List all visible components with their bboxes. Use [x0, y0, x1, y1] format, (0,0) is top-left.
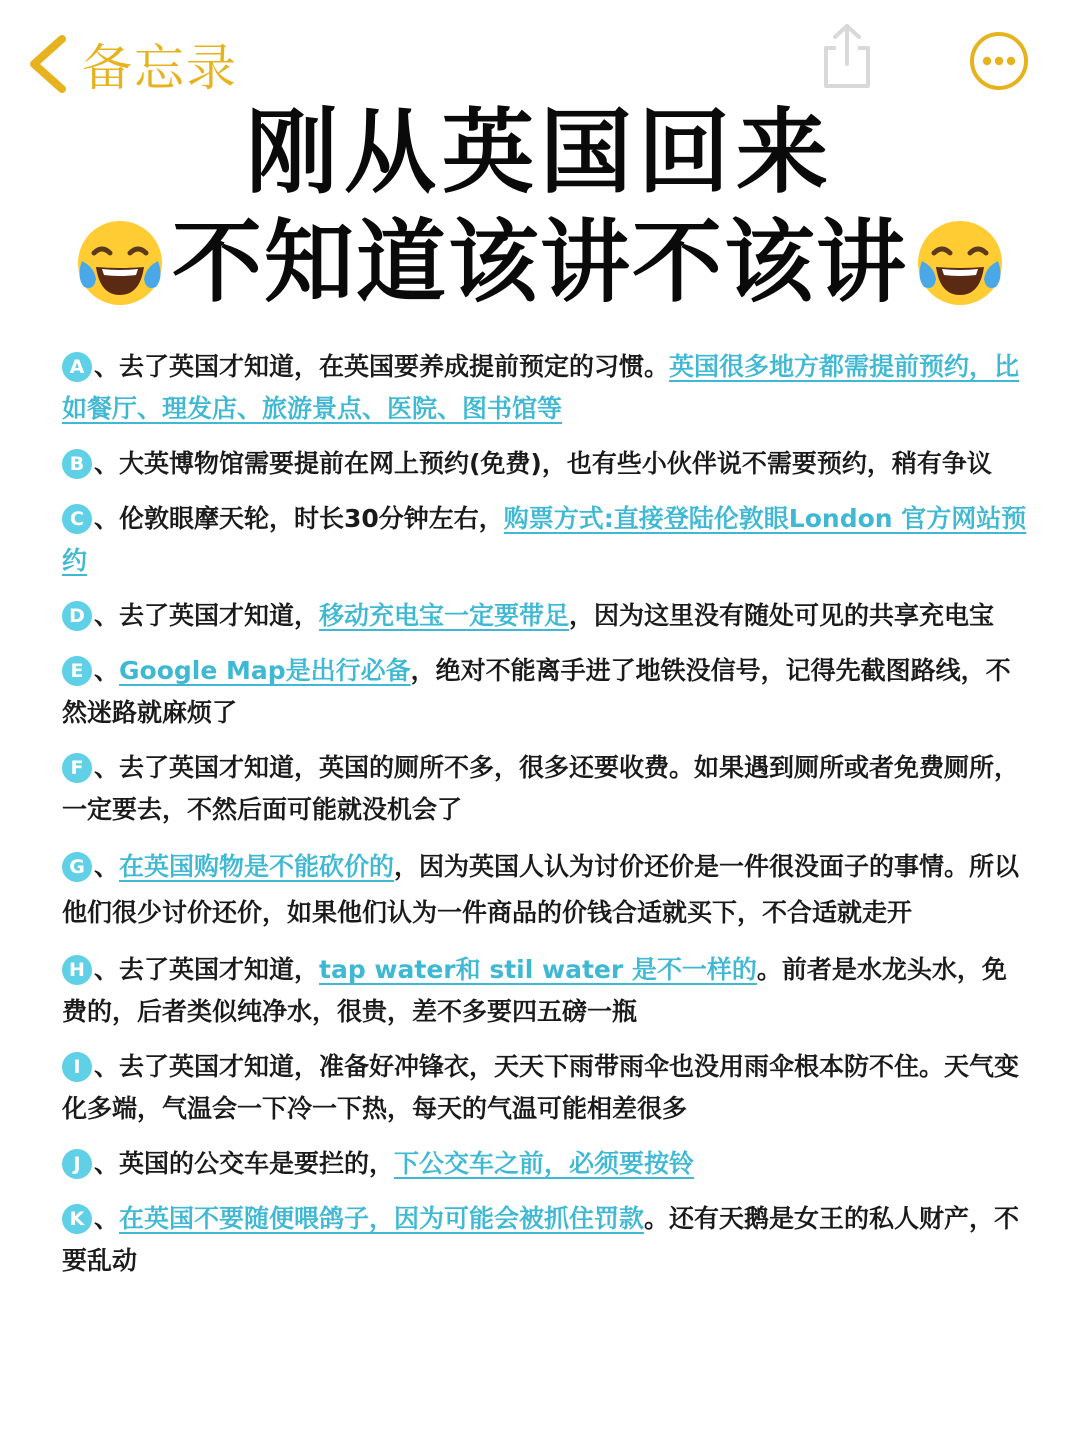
item-text: ，绝对不能离手进了地铁没信号，记得先截图路线，不然迷路就麻烦了	[62, 656, 1011, 727]
list-item-g	[62, 844, 1028, 936]
share-icon[interactable]	[818, 22, 876, 92]
item-highlight: 下公交车之前，必须要按铃	[394, 1149, 695, 1178]
list-item-c	[62, 498, 1028, 582]
list-item-j	[62, 1143, 1028, 1185]
back-button[interactable]	[22, 28, 238, 100]
item-badge: E	[62, 656, 92, 686]
item-text: 、	[94, 1204, 120, 1233]
item-text: 。还有天鹅是女王的私人财产，不要乱动	[62, 1204, 1020, 1275]
item-badge: A	[62, 352, 92, 382]
item-badge: K	[62, 1204, 92, 1234]
item-highlight: 在英国不要随便喂鸽子，因为可能会被抓住罚款	[119, 1204, 645, 1233]
more-options-icon[interactable]	[968, 30, 1030, 92]
item-text: 、	[94, 852, 120, 881]
item-highlight: tap water和 stil water 是不一样的	[319, 955, 757, 984]
list-item-e	[62, 650, 1028, 734]
list-item-d	[62, 595, 1028, 637]
tears-of-joy-icon	[72, 215, 168, 311]
item-highlight: Google Map是出行必备	[119, 656, 411, 685]
item-text: 。前者是水龙头水，免费的，后者类似纯净水，很贵，差不多要四五磅一瓶	[62, 955, 1007, 1026]
item-badge: H	[62, 955, 92, 985]
item-badge: F	[62, 753, 92, 783]
item-text: 、去了英国才知道，	[94, 601, 320, 630]
list-item-h	[62, 949, 1028, 1033]
item-highlight: 在英国购物是不能砍价的	[119, 852, 395, 881]
item-text: 、伦敦眼摩天轮，时长30分钟左右，	[94, 504, 504, 533]
item-highlight: 移动充电宝一定要带足	[319, 601, 570, 630]
note-body	[62, 346, 1028, 1295]
list-item-a	[62, 346, 1028, 430]
list-item-k	[62, 1198, 1028, 1282]
chevron-left-icon	[22, 33, 78, 95]
item-badge: B	[62, 449, 92, 479]
tears-of-joy-icon	[912, 215, 1008, 311]
title-line-1: 刚从英国回来	[245, 99, 834, 206]
item-text: 、去了英国才知道，在英国要养成提前预定的习惯。	[94, 352, 670, 381]
item-badge: J	[62, 1149, 92, 1179]
item-highlight: 购票方式:直接登陆伦敦眼London 官方网站预约	[62, 504, 1027, 575]
title-line-2-row	[0, 208, 1080, 318]
top-bar	[0, 0, 1080, 110]
item-text: ，因为这里没有随处可见的共享充电宝	[569, 601, 995, 630]
item-badge: I	[62, 1052, 92, 1082]
title-line-2: 不知道该讲不该讲	[172, 210, 908, 315]
item-text: ，因为英国人认为讨价还价是一件很没面子的事情。所以他们很少讨价还价，如果他们认为一件商品的价钱合适就买下，不合适就走开	[62, 852, 1020, 927]
item-badge: G	[62, 852, 92, 882]
item-badge: C	[62, 504, 92, 534]
item-text: 、大英博物馆需要提前在网上预约(免费)，也有些小伙伴说不需要预约，稍有争议	[94, 449, 992, 478]
item-text: 、去了英国才知道，	[94, 955, 320, 984]
list-item-i	[62, 1046, 1028, 1130]
item-text: 、去了英国才知道，准备好冲锋衣，天天下雨带雨伞也没用雨伞根本防不住。天气变化多端，气温会一下冷一下热，每天的气温可能相差很多	[62, 1052, 1020, 1123]
back-label: 备忘录	[82, 39, 238, 97]
item-highlight: 英国很多地方都需提前预约，比如餐厅、理发店、旅游景点、医院、图书馆等	[62, 352, 1020, 423]
list-item-b	[62, 443, 1028, 485]
item-text: 、英国的公交车是要拦的，	[94, 1149, 395, 1178]
item-badge: D	[62, 601, 92, 631]
list-item-f	[62, 747, 1028, 831]
item-text: 、去了英国才知道，英国的厕所不多，很多还要收费。如果遇到厕所或者免费厕所，一定要去，不然后面可能就没机会了	[62, 753, 1020, 824]
item-text: 、	[94, 656, 120, 685]
